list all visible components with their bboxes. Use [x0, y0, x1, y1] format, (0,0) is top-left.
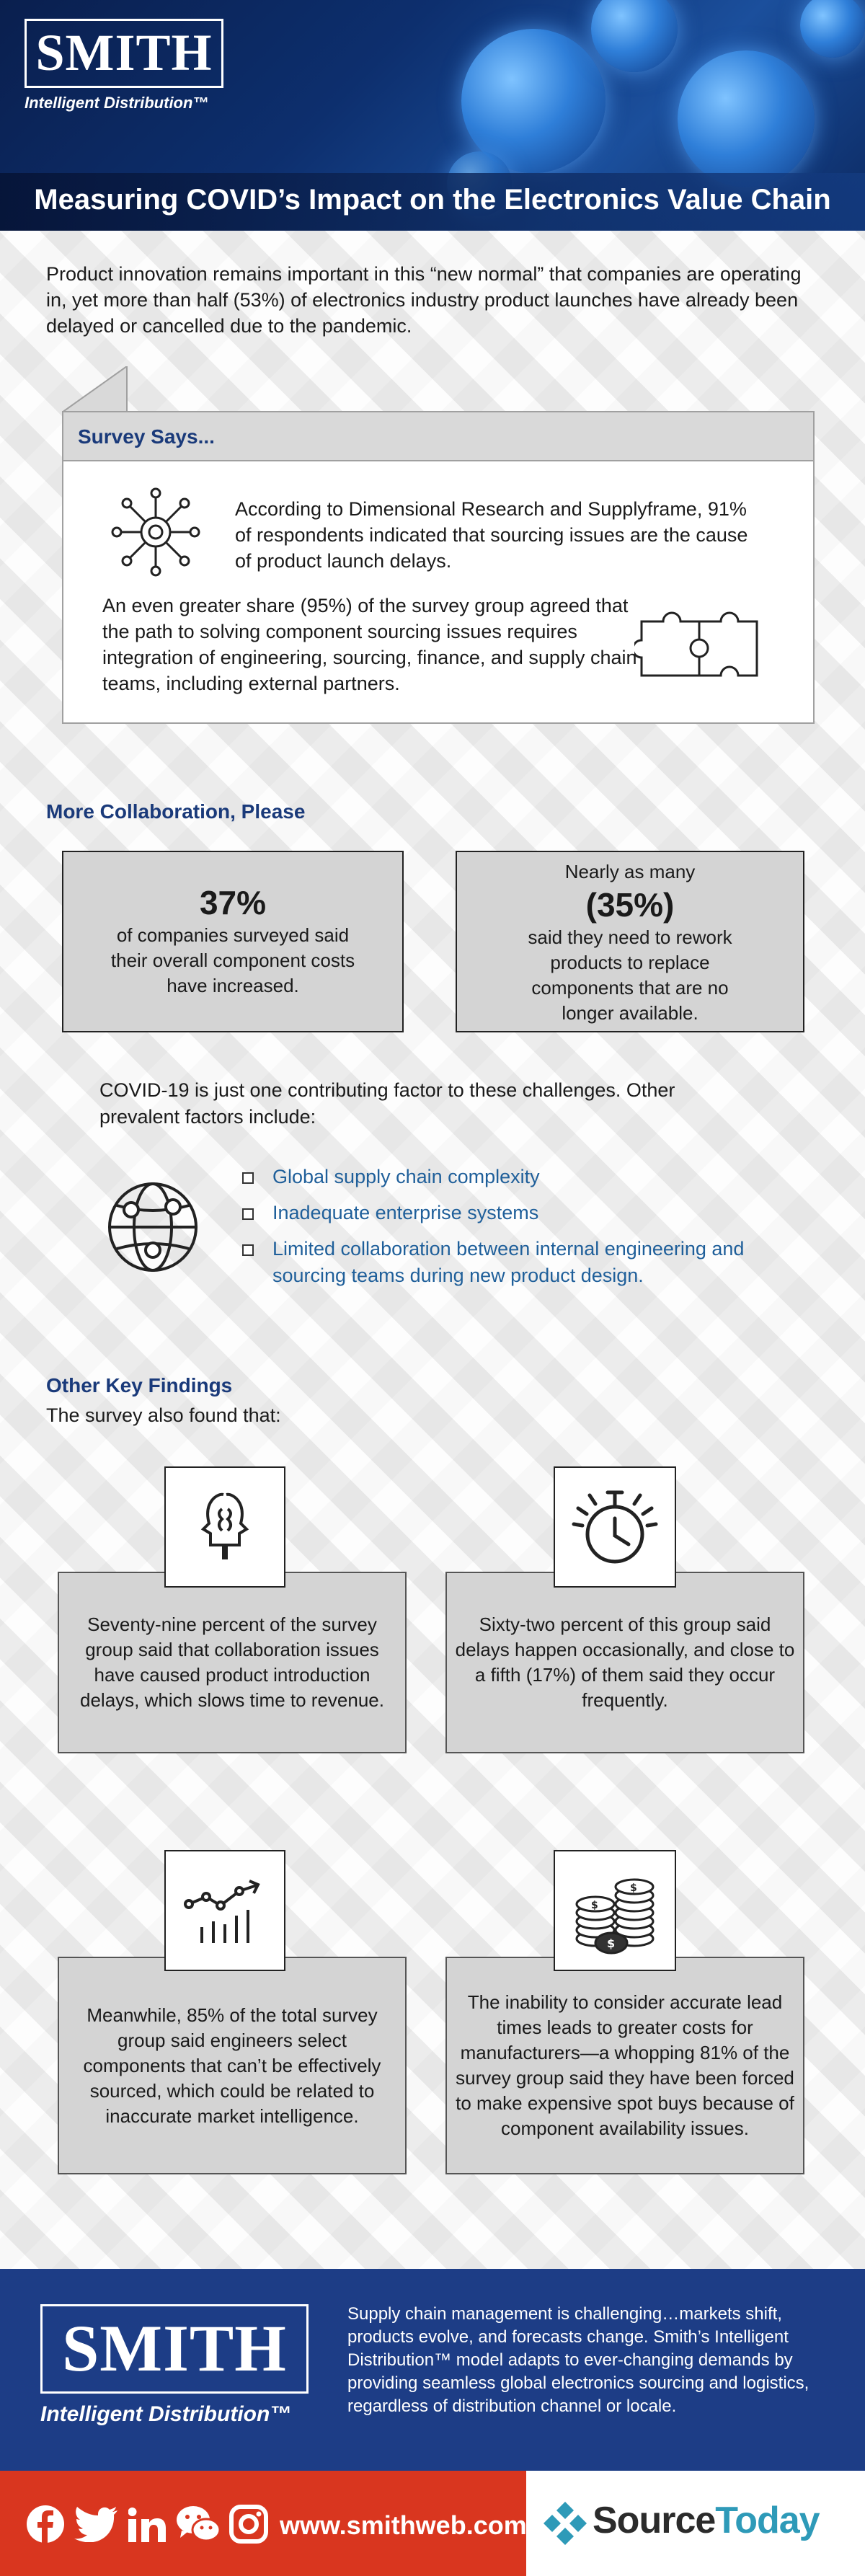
survey-paragraph-2: An even greater share (95%) of the survey group agreed that the path to solving component sourcing issues requires integration of engineering, sourcing, finance, and supply chain teams, including external partners.: [102, 595, 637, 694]
finding-icon-card-4: [554, 1850, 676, 1971]
stat-value: (35%): [585, 886, 675, 924]
collaboration-heading: More Collaboration, Please: [46, 800, 306, 823]
instagram-icon[interactable]: [229, 2505, 268, 2544]
finding-box-1: [58, 1572, 407, 1753]
svg-text:$: $: [607, 1937, 616, 1950]
source-today-logo-icon: [542, 2500, 588, 2546]
stat-value: 37%: [199, 884, 267, 921]
factor-bullet: [242, 1208, 254, 1220]
finding-text: Sixty-two percent of this group said delays happen occasionally, and close to a fifth (17%) of them said they occur frequently.: [455, 1614, 795, 1711]
footer-logo[interactable]: SMITH: [40, 2304, 309, 2394]
puzzle-icon: [634, 607, 764, 686]
finding-text: Meanwhile, 85% of the total survey group said engineers select components that can’t be effectively sourced, which could be related to inaccurate market intelligence.: [83, 2004, 381, 2127]
factor-item-3: Limited collaboration between internal engineering and sourcing teams during new product design.: [272, 1238, 745, 1286]
factors-intro: COVID-19 is just one contributing factor to these challenges. Other prevalent factors include:: [99, 1079, 675, 1128]
header-logo[interactable]: SMITH: [25, 19, 223, 88]
finding-icon-card-2: [554, 1466, 676, 1588]
header-logo-subtitle: Intelligent Distribution™: [25, 94, 209, 112]
findings-heading: Other Key Findings: [46, 1374, 233, 1397]
trend-chart-icon: [182, 1871, 268, 1950]
finding-text: Seventy-nine percent of the survey group said that collaboration issues have caused product introduction delays, which slows time to revenue.: [80, 1614, 384, 1711]
partner-logo-source: Source: [593, 2500, 716, 2541]
footer-logo-subtitle: Intelligent Distribution™: [40, 2402, 292, 2426]
globe-network-icon: [104, 1178, 202, 1276]
findings-subheading: The survey also found that:: [46, 1404, 281, 1426]
facebook-icon[interactable]: [26, 2505, 65, 2544]
factor-bullet: [242, 1244, 254, 1256]
partner-logo[interactable]: [593, 2499, 820, 2542]
footer-blurb: Supply chain management is challenging…markets shift, products evolve, and forecasts change. Smith’s Intelligent Distribution™ model adapts to ever-changing demands by providing seamless global electronics sourcing and logistics, regardless of distribution channel or locale.: [347, 2304, 809, 2416]
partner-logo-today: Today: [715, 2500, 820, 2541]
twitter-icon[interactable]: [74, 2506, 118, 2542]
wechat-icon[interactable]: [176, 2505, 221, 2544]
virus-graphic: [678, 50, 815, 187]
intro-text: Product innovation remains important in this “new normal” that companies are operating in, yet more than half (53%) of electronics industry product launches have already been delayed or cancelled due to the pandemic.: [46, 263, 802, 337]
stat-description: said they need to rework products to replace components that are no longer available.: [528, 926, 732, 1024]
website-link[interactable]: www.smithweb.com: [280, 2510, 527, 2540]
finding-text: The inability to consider accurate lead times leads to greater costs for manufacturers—a whopping 81% of the survey group said they have been forced to make expensive spot buys because of component availability issues.: [456, 1991, 794, 2139]
speech-tail: [62, 366, 148, 414]
survey-heading: Survey Says...: [78, 425, 215, 448]
coins-icon: [568, 1864, 662, 1957]
stat-box-37: [62, 851, 404, 1032]
factor-bullet: [242, 1172, 254, 1184]
factor-item-2: Inadequate enterprise systems: [272, 1202, 539, 1223]
svg-text:$: $: [630, 1882, 637, 1894]
page-title: Measuring COVID’s Impact on the Electronics Value Chain: [34, 184, 831, 216]
survey-paragraph-1: According to Dimensional Research and Supplyframe, 91% of respondents indicated that sourcing issues are the cause of product launch delays.: [235, 498, 748, 572]
svg-text:$: $: [591, 1900, 598, 1911]
stopwatch-icon: [568, 1484, 662, 1570]
stat-lead: Nearly as many: [564, 861, 696, 882]
gear-network-icon: [105, 482, 206, 583]
linkedin-icon[interactable]: [128, 2508, 166, 2542]
stat-box-35: [456, 851, 804, 1032]
finding-box-3: [58, 1957, 407, 2174]
finding-icon-card-1: [164, 1466, 285, 1588]
finding-icon-card-3: [164, 1850, 285, 1971]
heads-icon: [182, 1487, 268, 1567]
stat-description: of companies surveyed said their overall component costs have increased.: [110, 924, 355, 996]
virus-graphic: [800, 0, 865, 58]
factor-item-1: Global supply chain complexity: [272, 1166, 540, 1187]
virus-graphic: [591, 0, 678, 72]
finding-box-2: [445, 1572, 804, 1753]
finding-box-4: [445, 1957, 804, 2174]
